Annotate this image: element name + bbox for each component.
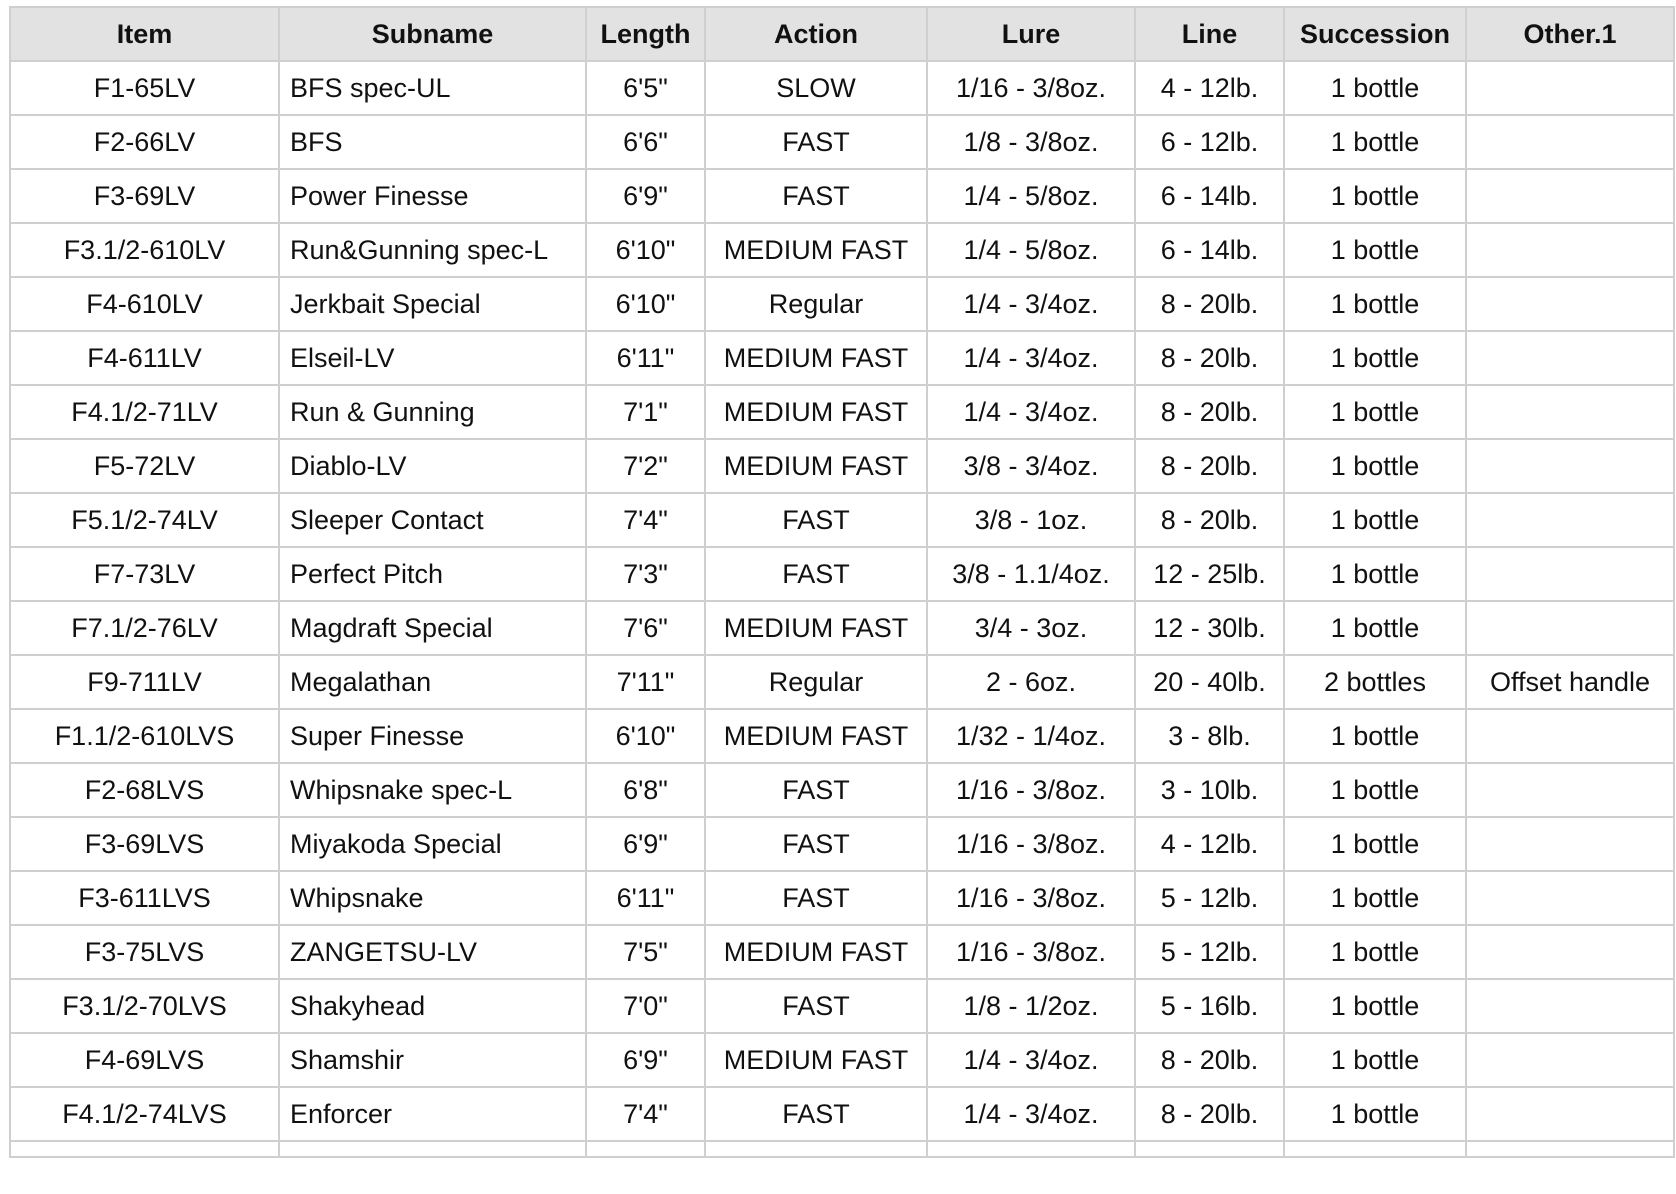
table-cell[interactable]: 1/4 - 3/4oz. [927,1087,1135,1141]
table-cell[interactable] [1466,979,1674,1033]
table-cell[interactable]: 1 bottle [1284,547,1466,601]
table-cell[interactable]: 8 - 20lb. [1135,1033,1284,1087]
table-cell[interactable]: 1/32 - 1/4oz. [927,709,1135,763]
table-cell[interactable]: 1/16 - 3/8oz. [927,763,1135,817]
table-cell[interactable] [1466,277,1674,331]
table-cell[interactable]: FAST [705,169,927,223]
table-cell[interactable] [1466,1141,1674,1157]
table-cell[interactable] [1135,1141,1284,1157]
table-cell[interactable] [1466,385,1674,439]
table-cell[interactable]: 6 - 14lb. [1135,223,1284,277]
table-row[interactable] [10,277,1674,331]
table-cell[interactable]: 5 - 12lb. [1135,925,1284,979]
table-cell[interactable]: FAST [705,763,927,817]
table-cell[interactable]: 3 - 8lb. [1135,709,1284,763]
table-cell[interactable]: Diablo-LV [279,439,586,493]
table-cell[interactable]: Regular [705,655,927,709]
table-cell[interactable] [10,1141,279,1157]
table-cell[interactable]: 2 bottles [1284,655,1466,709]
table-cell[interactable]: F9-711LV [10,655,279,709]
table-cell[interactable]: 6'9" [586,1033,705,1087]
table-cell[interactable]: 1 bottle [1284,493,1466,547]
table-cell[interactable]: Shamshir [279,1033,586,1087]
table-cell[interactable]: 1 bottle [1284,385,1466,439]
table-cell[interactable]: 7'0" [586,979,705,1033]
table-cell[interactable]: MEDIUM FAST [705,385,927,439]
table-cell[interactable]: F3-69LV [10,169,279,223]
table-cell[interactable]: 1 bottle [1284,223,1466,277]
table-cell[interactable]: 8 - 20lb. [1135,277,1284,331]
table-cell[interactable]: 1 bottle [1284,169,1466,223]
table-cell[interactable] [1466,871,1674,925]
table-cell[interactable]: 1 bottle [1284,871,1466,925]
table-cell[interactable]: 1/4 - 3/4oz. [927,385,1135,439]
table-cell[interactable]: 8 - 20lb. [1135,331,1284,385]
table-cell[interactable]: F4-611LV [10,331,279,385]
table-cell[interactable]: 6 - 12lb. [1135,115,1284,169]
table-cell[interactable]: 6 - 14lb. [1135,169,1284,223]
table-cell[interactable]: 8 - 20lb. [1135,385,1284,439]
table-cell[interactable]: 7'6" [586,601,705,655]
table-cell[interactable]: Shakyhead [279,979,586,1033]
table-row[interactable] [10,547,1674,601]
table-cell[interactable]: F7-73LV [10,547,279,601]
table-cell[interactable]: F4-69LVS [10,1033,279,1087]
table-cell[interactable]: 1/4 - 3/4oz. [927,277,1135,331]
table-cell[interactable] [1466,169,1674,223]
table-cell[interactable]: 1/4 - 5/8oz. [927,169,1135,223]
table-cell[interactable]: Whipsnake [279,871,586,925]
column-header[interactable]: Other.1 [1466,7,1674,61]
table-cell[interactable]: 7'4" [586,1087,705,1141]
table-cell[interactable]: 1/16 - 3/8oz. [927,925,1135,979]
rod-spec-table [9,6,1675,1158]
table-cell[interactable]: F3.1/2-70LVS [10,979,279,1033]
column-header[interactable]: Line [1135,7,1284,61]
table-cell[interactable]: 6'8" [586,763,705,817]
table-cell[interactable]: MEDIUM FAST [705,331,927,385]
table-cell[interactable] [1466,1033,1674,1087]
table-cell[interactable]: 6'11" [586,871,705,925]
table-cell[interactable]: 1 bottle [1284,1033,1466,1087]
table-cell[interactable]: Megalathan [279,655,586,709]
table-cell[interactable]: 6'11" [586,331,705,385]
table-cell[interactable]: F2-66LV [10,115,279,169]
table-cell[interactable]: 1 bottle [1284,925,1466,979]
table-row[interactable] [10,61,1674,115]
table-cell[interactable]: FAST [705,979,927,1033]
table-row[interactable] [10,601,1674,655]
column-header[interactable]: Length [586,7,705,61]
table-cell[interactable]: MEDIUM FAST [705,925,927,979]
table-cell[interactable]: Power Finesse [279,169,586,223]
table-cell[interactable]: F5.1/2-74LV [10,493,279,547]
table-row[interactable] [10,439,1674,493]
table-cell[interactable] [1466,1087,1674,1141]
table-row[interactable] [10,223,1674,277]
table-cell[interactable]: Regular [705,277,927,331]
table-cell[interactable] [1466,61,1674,115]
table-cell[interactable]: 7'1" [586,385,705,439]
table-cell[interactable]: Magdraft Special [279,601,586,655]
table-cell[interactable]: Super Finesse [279,709,586,763]
table-row-partial [10,1141,1674,1157]
table-cell[interactable]: Jerkbait Special [279,277,586,331]
column-header[interactable]: Item [10,7,279,61]
table-cell[interactable]: 1/16 - 3/8oz. [927,817,1135,871]
table-cell[interactable]: F3-75LVS [10,925,279,979]
table-cell[interactable]: SLOW [705,61,927,115]
table-cell[interactable] [705,1141,927,1157]
table-cell[interactable]: 5 - 12lb. [1135,871,1284,925]
table-cell[interactable]: 8 - 20lb. [1135,1087,1284,1141]
table-cell[interactable]: 1 bottle [1284,277,1466,331]
table-cell[interactable]: 7'4" [586,493,705,547]
table-cell[interactable]: FAST [705,871,927,925]
table-row[interactable] [10,925,1674,979]
table-cell[interactable]: F3-611LVS [10,871,279,925]
table-cell[interactable] [1466,763,1674,817]
table-cell[interactable]: 7'3" [586,547,705,601]
table-cell[interactable] [1466,439,1674,493]
table-row[interactable] [10,169,1674,223]
table-cell[interactable]: 4 - 12lb. [1135,61,1284,115]
table-cell[interactable]: 3/8 - 1oz. [927,493,1135,547]
table-cell[interactable]: Elseil-LV [279,331,586,385]
table-cell[interactable]: 1/16 - 3/8oz. [927,871,1135,925]
table-cell[interactable]: 7'11" [586,655,705,709]
table-cell[interactable]: F5-72LV [10,439,279,493]
table-cell[interactable]: 5 - 16lb. [1135,979,1284,1033]
table-cell[interactable]: Miyakoda Special [279,817,586,871]
table-cell[interactable]: F3-69LVS [10,817,279,871]
table-cell[interactable]: F1.1/2-610LVS [10,709,279,763]
table-cell[interactable]: 1 bottle [1284,115,1466,169]
table-row[interactable] [10,385,1674,439]
table-cell[interactable]: 8 - 20lb. [1135,439,1284,493]
table-cell[interactable]: F2-68LVS [10,763,279,817]
table-cell[interactable]: MEDIUM FAST [705,1033,927,1087]
table-row[interactable] [10,655,1674,709]
column-header[interactable]: Subname [279,7,586,61]
table-cell[interactable] [927,1141,1135,1157]
table-cell[interactable] [1466,115,1674,169]
table-cell[interactable]: 1 bottle [1284,817,1466,871]
table-cell[interactable] [1466,223,1674,277]
table-cell[interactable]: Run & Gunning [279,385,586,439]
table-cell[interactable]: BFS spec-UL [279,61,586,115]
table-cell[interactable]: 8 - 20lb. [1135,493,1284,547]
table-cell[interactable]: 1/4 - 3/4oz. [927,331,1135,385]
table-cell[interactable]: MEDIUM FAST [705,439,927,493]
table-cell[interactable]: Sleeper Contact [279,493,586,547]
table-cell[interactable] [1284,1141,1466,1157]
table-cell[interactable]: Offset handle [1466,655,1674,709]
column-header[interactable]: Lure [927,7,1135,61]
table-cell[interactable]: 1 bottle [1284,331,1466,385]
table-cell[interactable]: 1/4 - 5/8oz. [927,223,1135,277]
table-cell[interactable]: 1 bottle [1284,439,1466,493]
table-row[interactable] [10,1033,1674,1087]
table-cell[interactable]: F1-65LV [10,61,279,115]
table-cell[interactable]: 6'6" [586,115,705,169]
table-cell[interactable]: FAST [705,817,927,871]
table-cell[interactable]: Run&Gunning spec-L [279,223,586,277]
table-cell[interactable] [586,1141,705,1157]
table-cell[interactable]: 12 - 30lb. [1135,601,1284,655]
table-cell[interactable] [1466,331,1674,385]
table-cell[interactable] [1466,817,1674,871]
table-cell[interactable]: FAST [705,115,927,169]
table-cell[interactable]: 1 bottle [1284,979,1466,1033]
table-cell[interactable]: MEDIUM FAST [705,601,927,655]
table-cell[interactable]: 6'10" [586,223,705,277]
table-body [10,61,1674,1157]
table-cell[interactable]: 1/8 - 1/2oz. [927,979,1135,1033]
table-cell[interactable]: 1 bottle [1284,61,1466,115]
table-cell[interactable]: 4 - 12lb. [1135,817,1284,871]
table-row[interactable] [10,709,1674,763]
table-cell[interactable]: FAST [705,1087,927,1141]
table-row[interactable] [10,493,1674,547]
table-cell[interactable]: 3/8 - 1.1/4oz. [927,547,1135,601]
table-cell[interactable]: 1 bottle [1284,1087,1466,1141]
table-cell[interactable]: FAST [705,493,927,547]
header-row [10,7,1674,61]
table-cell[interactable] [1466,493,1674,547]
table-cell[interactable]: 6'10" [586,277,705,331]
table-cell[interactable]: F4-610LV [10,277,279,331]
table-cell[interactable]: FAST [705,547,927,601]
table-cell[interactable]: MEDIUM FAST [705,223,927,277]
table-cell[interactable]: F7.1/2-76LV [10,601,279,655]
table-row[interactable] [10,979,1674,1033]
table-cell[interactable]: MEDIUM FAST [705,709,927,763]
table-cell[interactable]: F4.1/2-74LVS [10,1087,279,1141]
table-cell[interactable]: F4.1/2-71LV [10,385,279,439]
table-cell[interactable] [279,1141,586,1157]
table-cell[interactable] [1466,925,1674,979]
column-header[interactable]: Succession [1284,7,1466,61]
table-cell[interactable]: Enforcer [279,1087,586,1141]
table-cell[interactable]: 20 - 40lb. [1135,655,1284,709]
table-row[interactable] [10,1087,1674,1141]
table-cell[interactable]: 6'9" [586,817,705,871]
table-cell[interactable]: ZANGETSU-LV [279,925,586,979]
table-cell[interactable]: 7'2" [586,439,705,493]
table-cell[interactable]: 6'9" [586,169,705,223]
table-cell[interactable]: 1/4 - 3/4oz. [927,1033,1135,1087]
table-cell[interactable]: Perfect Pitch [279,547,586,601]
table-row[interactable] [10,115,1674,169]
table-cell[interactable]: BFS [279,115,586,169]
table-row[interactable] [10,817,1674,871]
table-cell[interactable]: Whipsnake spec-L [279,763,586,817]
table-cell[interactable]: 6'10" [586,709,705,763]
table-cell[interactable]: 3/8 - 3/4oz. [927,439,1135,493]
table-cell[interactable]: 12 - 25lb. [1135,547,1284,601]
table-cell[interactable]: F3.1/2-610LV [10,223,279,277]
table-cell[interactable]: 1/8 - 3/8oz. [927,115,1135,169]
table-cell[interactable] [1466,601,1674,655]
table-cell[interactable]: 3 - 10lb. [1135,763,1284,817]
table-row[interactable] [10,871,1674,925]
table-cell[interactable]: 1 bottle [1284,709,1466,763]
table-cell[interactable] [1466,709,1674,763]
table-cell[interactable]: 1 bottle [1284,601,1466,655]
table-cell[interactable]: 3/4 - 3oz. [927,601,1135,655]
table-cell[interactable]: 6'5" [586,61,705,115]
table-cell[interactable]: 7'5" [586,925,705,979]
table-cell[interactable]: 1/16 - 3/8oz. [927,61,1135,115]
table-cell[interactable] [1466,547,1674,601]
column-header[interactable]: Action [705,7,927,61]
table-cell[interactable]: 1 bottle [1284,763,1466,817]
table-cell[interactable]: 2 - 6oz. [927,655,1135,709]
table-row[interactable] [10,763,1674,817]
spreadsheet [9,6,1675,1158]
table-row[interactable] [10,331,1674,385]
